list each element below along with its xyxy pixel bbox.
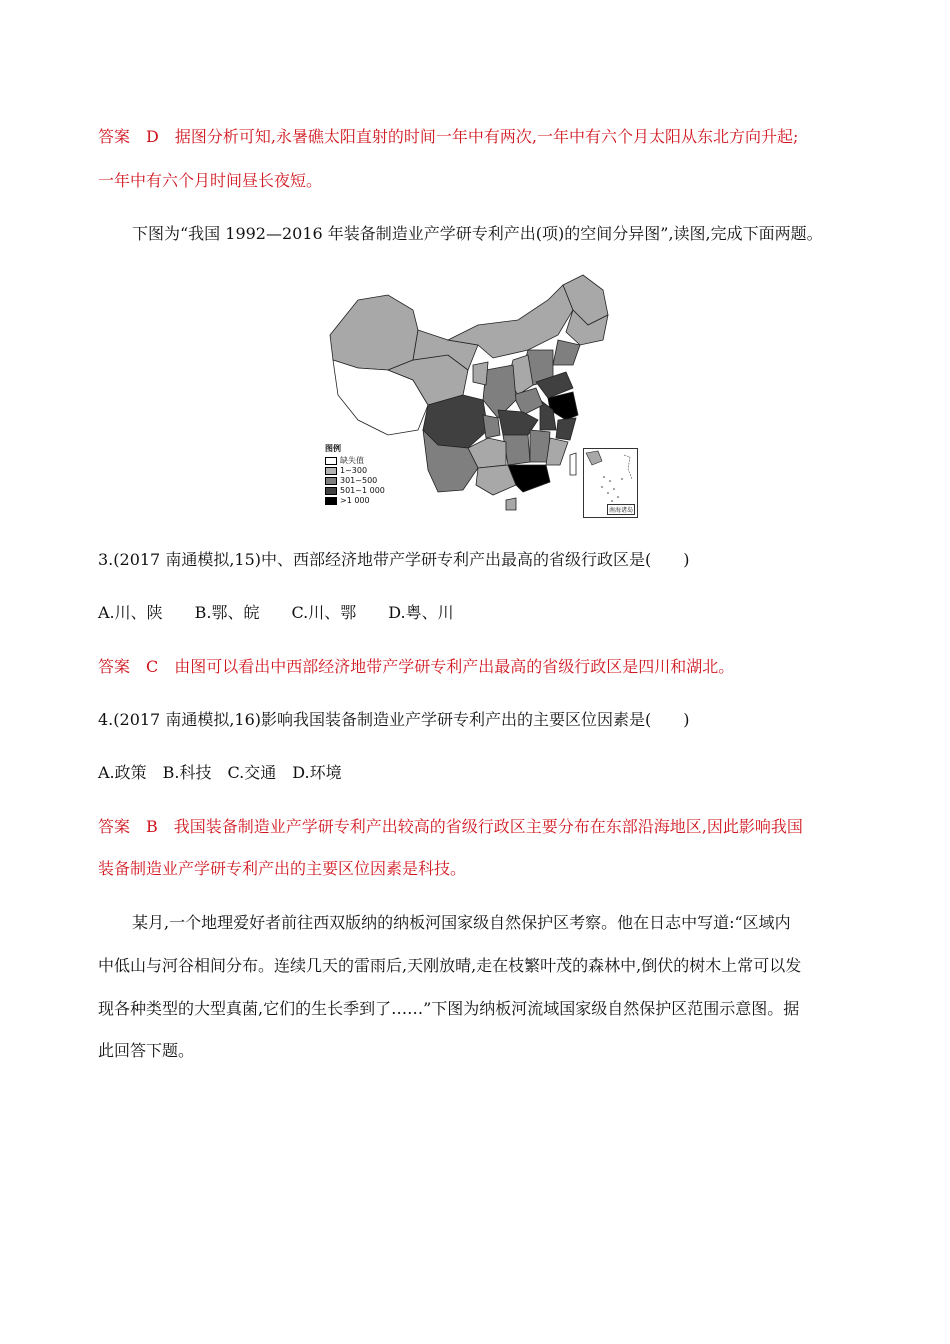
q3-answer: 答案 C 由图可以看出中西部经济地带产学研专利产出最高的省级行政区是四川和湖北。 — [98, 657, 735, 676]
south-china-sea-inset — [583, 448, 638, 518]
region-guangdong — [508, 465, 550, 492]
region-zhejiang — [556, 418, 576, 440]
passage-line2: 中低山与河谷相间分布。连续几天的雷雨后,天刚放晴,走在枝繁叶茂的森林中,倒伏的树木上常可以发 — [98, 956, 802, 975]
region-chongqing — [483, 415, 500, 438]
answer1-line2: 一年中有六个月时间昼长夜短。 — [98, 171, 323, 190]
legend-item: >1 000 — [325, 496, 385, 506]
intro-text: 下图为“我国 1992—2016 年装备制造业产学研专利产出(项)的空间分异图”,读图,完成下面两题。 — [132, 224, 823, 243]
region-hunan — [503, 435, 530, 465]
q4-stem: 4.(2017 南通模拟,16)影响我国装备制造业产学研专利产出的主要区位因素是( ) — [98, 710, 690, 729]
q3-stem: 3.(2017 南通模拟,15)中、西部经济地带产学研专利产出最高的省级行政区是( ) — [98, 550, 690, 569]
region-heilongjiang — [563, 275, 608, 325]
q3-options: A.川、陕 B.鄂、皖 C.川、鄂 D.粤、川 — [98, 603, 454, 622]
legend-item: 1~300 — [325, 466, 385, 476]
map-legend — [325, 444, 385, 506]
region-fujian — [546, 438, 568, 465]
q4-answer-line2: 装备制造业产学研专利产出的主要区位因素是科技。 — [98, 859, 467, 878]
region-ningxia — [473, 362, 488, 385]
legend-title: 图例 — [325, 444, 341, 453]
passage-line4: 此回答下题。 — [98, 1041, 195, 1060]
answer1-line1: 答案 D 据图分析可知,永暑礁太阳直射的时间一年中有两次,一年中有六个月太阳从东北方向升起; — [98, 127, 799, 146]
legend-item: 301~500 — [325, 476, 385, 486]
q4-options: A.政策 B.科技 C.交通 D.环境 — [98, 763, 342, 782]
region-liaoning — [553, 340, 580, 365]
passage-line3: 现各种类型的大型真菌,它们的生长季到了……”下图为纳板河流域国家级自然保护区范围示意图。据 — [98, 999, 800, 1018]
region-xinjiang — [330, 295, 418, 370]
inset-label: 南海诸岛 — [607, 504, 635, 515]
legend-item: 501~1 000 — [325, 486, 385, 496]
region-taiwan — [570, 453, 576, 475]
legend-item: 缺失值 — [325, 456, 385, 466]
q4-answer-line1: 答案 B 我国装备制造业产学研专利产出较高的省级行政区主要分布在东部沿海地区,因此影响我国 — [98, 817, 803, 836]
region-hainan — [506, 498, 516, 510]
passage-line1: 某月,一个地理爱好者前往西双版纳的纳板河国家级自然保护区考察。他在日志中写道:“区域内 — [132, 913, 791, 932]
